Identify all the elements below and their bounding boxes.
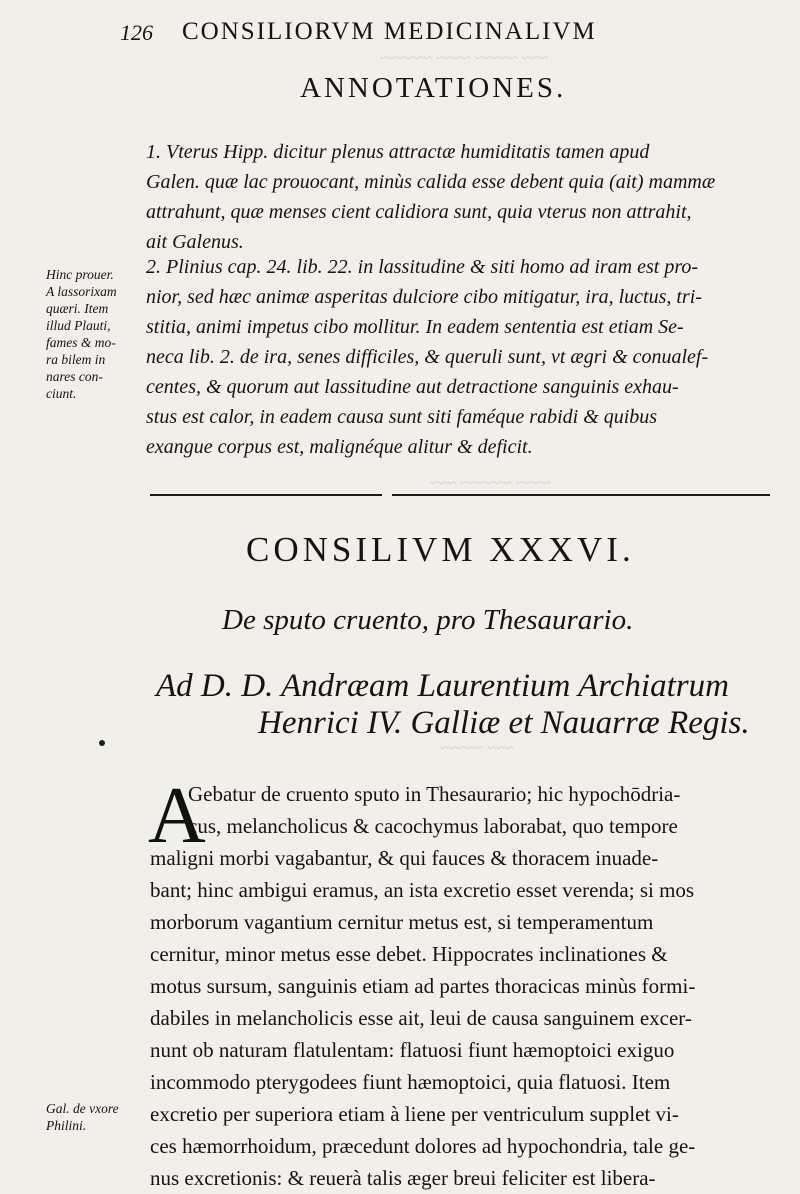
margin-note [46, 1100, 148, 1134]
address-line-2: Henrici IV. Galliæ et Nauarræ Regis. [258, 705, 750, 741]
body-line: cernitur, minor metus esse debet. Hippocrates inclinationes & [150, 942, 668, 966]
annotation-1 [146, 137, 776, 257]
margin-note-line: illud Plauti, [46, 318, 111, 333]
margin-note-line: Philini. [46, 1118, 87, 1133]
body-line: dabiles in melancholicis esse ait, leui de causa sanguinem excer- [150, 1006, 692, 1030]
body-line: ces hæmorrhoidum, præcedunt dolores ad hypochondria, tale ge- [150, 1134, 696, 1158]
address-line-1: Ad D. D. Andræam Laurentium Archiatrum [156, 668, 729, 704]
annotation-line: stus est calor, in eadem causa sunt siti faméque rabidi & quibus [146, 406, 658, 428]
annotation-line: exangue corpus est, malignéque alitur & deficit. [146, 436, 533, 458]
drop-cap: A [148, 772, 206, 860]
consilium-title: CONSILIVM XXXVI. [246, 530, 635, 569]
margin-note-line: A lassorixam [46, 284, 117, 299]
bleed-through-decoration: ~~~~ ~~~~~~ ~~~ [430, 475, 551, 492]
margin-note-line: fames & mo- [46, 335, 116, 350]
margin-note-line: ra bilem in [46, 352, 106, 367]
annotation-line: ait Galenus. [146, 231, 244, 253]
margin-note-line: Gal. de vxore [46, 1101, 119, 1116]
margin-note-line: quæri. Item [46, 301, 109, 316]
annotation-line: centes, & quorum aut lassitudine aut detractione sanguinis exhau- [146, 376, 679, 398]
bleed-through-decoration: ~~~ ~~~~~ [440, 740, 514, 757]
margin-note-line: ciunt. [46, 386, 77, 401]
annotation-line: Galen. quæ lac prouocant, minùs calida esse debent quia (ait) mammæ [146, 171, 716, 193]
running-head: CONSILIORVM MEDICINALIVM [182, 18, 597, 45]
margin-note-line: Hinc prouer. [46, 267, 114, 282]
annotation-line: attrahunt, quæ menses cient calidiora sunt, quia vterus non attrahit, [146, 201, 692, 223]
body-line: motus sursum, sanguinis etiam ad partes thoracicas minùs formi- [150, 974, 696, 998]
separator-rule [150, 494, 382, 496]
section-title: ANNOTATIONES. [300, 72, 567, 104]
body-line: incommodo pterygodees fiunt hæmoptoici, quia flatuosi. Item [150, 1070, 671, 1094]
consilium-subtitle: De sputo cruento, pro Thesaurario. [222, 604, 634, 636]
bleed-through-decoration: ~~~ ~~~~~ ~~~~ ~~~~~~ [380, 50, 548, 67]
margin-note [46, 266, 148, 402]
body-line: cus, melancholicus & cacochymus laborabat, quo tempore [188, 814, 678, 838]
page-number: 126 [120, 20, 153, 45]
consilium-body [148, 772, 780, 1194]
annotation-line: 2. Plinius cap. 24. lib. 22. in lassitudine & siti homo ad iram est pro- [146, 256, 699, 278]
body-line: maligni morbi vagabantur, & qui fauces & thoracem inuade- [150, 846, 659, 870]
ink-dot [99, 740, 105, 746]
body-line: nunt ob naturam flatulentam: flatuosi fiunt hæmoptoici exiguo [150, 1038, 675, 1062]
body-line: bant; hinc ambigui eramus, an ista excretio esset verenda; si mos [150, 878, 695, 902]
body-line: excretio per superiora etiam à liene per ventriculum supplet vi- [150, 1102, 679, 1126]
annotation-2 [146, 252, 776, 462]
annotation-line: 1. Vterus Hipp. dicitur plenus attractæ humiditatis tamen apud [146, 141, 650, 163]
annotation-line: stitia, animi impetus cibo mollitur. In eadem sententia est etiam Se- [146, 316, 684, 338]
body-line: Gebatur de cruento sputo in Thesaurario; hic hypochōdria- [188, 782, 681, 806]
margin-note-line: nares con- [46, 369, 103, 384]
annotation-line: neca lib. 2. de ira, senes difficiles, & queruli sunt, vt ægri & conualef- [146, 346, 709, 368]
annotation-line: nior, sed hæc animæ asperitas dulciore cibo mitigatur, ira, luctus, tri- [146, 286, 702, 308]
separator-rule [392, 494, 770, 496]
body-line: nus excretionis: & reuerà talis æger breui feliciter est libera- [150, 1166, 656, 1190]
body-line: morborum vagantium cernitur metus est, si temperamentum [150, 910, 654, 934]
